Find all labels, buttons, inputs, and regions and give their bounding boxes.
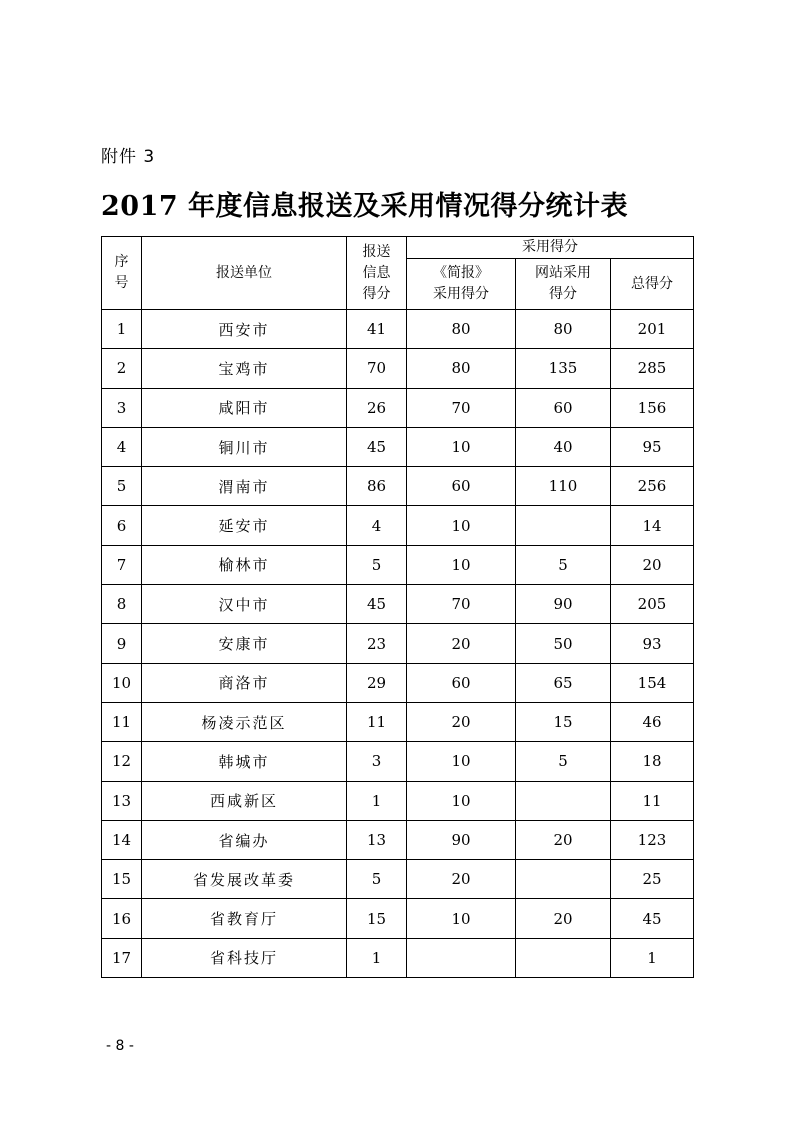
cell-bulletin-score: 20 bbox=[407, 702, 516, 741]
table-row bbox=[102, 349, 694, 388]
cell-total: 25 bbox=[611, 860, 694, 899]
table-row bbox=[102, 467, 694, 506]
cell-no: 1 bbox=[102, 310, 142, 349]
cell-bulletin-score: 80 bbox=[407, 349, 516, 388]
cell-no: 15 bbox=[102, 860, 142, 899]
cell-report-score: 5 bbox=[347, 545, 407, 584]
cell-website-score: 20 bbox=[516, 899, 611, 938]
table-row bbox=[102, 742, 694, 781]
cell-no: 17 bbox=[102, 938, 142, 977]
cell-no: 16 bbox=[102, 899, 142, 938]
cell-unit: 省发展改革委 bbox=[142, 860, 347, 899]
cell-total: 14 bbox=[611, 506, 694, 545]
cell-unit: 铜川市 bbox=[142, 427, 347, 466]
cell-bulletin-score: 10 bbox=[407, 545, 516, 584]
cell-unit: 安康市 bbox=[142, 624, 347, 663]
cell-total: 156 bbox=[611, 388, 694, 427]
table-row bbox=[102, 545, 694, 584]
cell-report-score: 45 bbox=[347, 427, 407, 466]
cell-bulletin-score: 70 bbox=[407, 388, 516, 427]
cell-website-score: 60 bbox=[516, 388, 611, 427]
cell-unit: 榆林市 bbox=[142, 545, 347, 584]
cell-report-score: 70 bbox=[347, 349, 407, 388]
cell-report-score: 26 bbox=[347, 388, 407, 427]
cell-report-score: 29 bbox=[347, 663, 407, 702]
cell-website-score: 135 bbox=[516, 349, 611, 388]
cell-total: 123 bbox=[611, 820, 694, 859]
cell-website-score: 80 bbox=[516, 310, 611, 349]
cell-unit: 西咸新区 bbox=[142, 781, 347, 820]
table-row bbox=[102, 427, 694, 466]
cell-unit: 杨凌示范区 bbox=[142, 702, 347, 741]
cell-bulletin-score: 10 bbox=[407, 427, 516, 466]
cell-no: 5 bbox=[102, 467, 142, 506]
cell-total: 205 bbox=[611, 585, 694, 624]
header-total: 总得分 bbox=[611, 259, 694, 310]
cell-bulletin-score: 80 bbox=[407, 310, 516, 349]
header-website-score: 网站采用 得分 bbox=[516, 259, 611, 310]
table-row bbox=[102, 702, 694, 741]
cell-total: 95 bbox=[611, 427, 694, 466]
cell-unit: 省教育厅 bbox=[142, 899, 347, 938]
document-title: 2017 年度信息报送及采用情况得分统计表 bbox=[101, 191, 629, 222]
page-number: - 8 - bbox=[106, 1038, 134, 1054]
table-row bbox=[102, 938, 694, 977]
cell-website-score: 65 bbox=[516, 663, 611, 702]
cell-total: 45 bbox=[611, 899, 694, 938]
cell-no: 7 bbox=[102, 545, 142, 584]
cell-unit: 省编办 bbox=[142, 820, 347, 859]
cell-website-score bbox=[516, 938, 611, 977]
cell-website-score bbox=[516, 506, 611, 545]
cell-bulletin-score: 10 bbox=[407, 899, 516, 938]
cell-unit: 省科技厅 bbox=[142, 938, 347, 977]
cell-total: 93 bbox=[611, 624, 694, 663]
cell-report-score: 5 bbox=[347, 860, 407, 899]
cell-website-score: 20 bbox=[516, 820, 611, 859]
cell-total: 20 bbox=[611, 545, 694, 584]
cell-website-score bbox=[516, 860, 611, 899]
cell-website-score: 110 bbox=[516, 467, 611, 506]
cell-website-score: 90 bbox=[516, 585, 611, 624]
cell-website-score: 15 bbox=[516, 702, 611, 741]
cell-unit: 咸阳市 bbox=[142, 388, 347, 427]
cell-website-score: 40 bbox=[516, 427, 611, 466]
cell-report-score: 11 bbox=[347, 702, 407, 741]
cell-no: 13 bbox=[102, 781, 142, 820]
table-row bbox=[102, 663, 694, 702]
cell-bulletin-score: 20 bbox=[407, 624, 516, 663]
table-row bbox=[102, 506, 694, 545]
cell-bulletin-score bbox=[407, 938, 516, 977]
table-row bbox=[102, 388, 694, 427]
cell-report-score: 23 bbox=[347, 624, 407, 663]
cell-total: 1 bbox=[611, 938, 694, 977]
cell-unit: 汉中市 bbox=[142, 585, 347, 624]
cell-report-score: 15 bbox=[347, 899, 407, 938]
cell-report-score: 13 bbox=[347, 820, 407, 859]
cell-unit: 商洛市 bbox=[142, 663, 347, 702]
cell-report-score: 45 bbox=[347, 585, 407, 624]
cell-bulletin-score: 70 bbox=[407, 585, 516, 624]
header-row-top bbox=[102, 237, 694, 259]
cell-website-score: 5 bbox=[516, 545, 611, 584]
cell-total: 201 bbox=[611, 310, 694, 349]
attachment-label: 附件 3 bbox=[101, 147, 156, 167]
cell-no: 6 bbox=[102, 506, 142, 545]
table-row bbox=[102, 624, 694, 663]
header-bulletin-score: 《简报》 采用得分 bbox=[407, 259, 516, 310]
cell-website-score bbox=[516, 781, 611, 820]
cell-total: 46 bbox=[611, 702, 694, 741]
table-row bbox=[102, 860, 694, 899]
cell-website-score: 5 bbox=[516, 742, 611, 781]
cell-bulletin-score: 60 bbox=[407, 663, 516, 702]
cell-total: 154 bbox=[611, 663, 694, 702]
table-row bbox=[102, 899, 694, 938]
table-row bbox=[102, 585, 694, 624]
cell-no: 3 bbox=[102, 388, 142, 427]
cell-total: 285 bbox=[611, 349, 694, 388]
cell-no: 8 bbox=[102, 585, 142, 624]
cell-unit: 宝鸡市 bbox=[142, 349, 347, 388]
cell-report-score: 1 bbox=[347, 938, 407, 977]
cell-bulletin-score: 10 bbox=[407, 742, 516, 781]
cell-report-score: 3 bbox=[347, 742, 407, 781]
cell-no: 4 bbox=[102, 427, 142, 466]
cell-bulletin-score: 10 bbox=[407, 781, 516, 820]
header-adoption-group: 采用得分 bbox=[407, 237, 694, 259]
cell-no: 2 bbox=[102, 349, 142, 388]
cell-unit: 韩城市 bbox=[142, 742, 347, 781]
header-report-score: 报送 信息 得分 bbox=[347, 237, 407, 310]
cell-total: 256 bbox=[611, 467, 694, 506]
cell-bulletin-score: 10 bbox=[407, 506, 516, 545]
cell-total: 18 bbox=[611, 742, 694, 781]
cell-no: 10 bbox=[102, 663, 142, 702]
cell-bulletin-score: 90 bbox=[407, 820, 516, 859]
score-table bbox=[101, 236, 694, 978]
header-unit: 报送单位 bbox=[142, 237, 347, 310]
cell-report-score: 1 bbox=[347, 781, 407, 820]
cell-report-score: 4 bbox=[347, 506, 407, 545]
cell-no: 11 bbox=[102, 702, 142, 741]
cell-unit: 西安市 bbox=[142, 310, 347, 349]
header-index: 序 号 bbox=[102, 237, 142, 310]
cell-unit: 延安市 bbox=[142, 506, 347, 545]
table-row bbox=[102, 310, 694, 349]
cell-website-score: 50 bbox=[516, 624, 611, 663]
cell-report-score: 86 bbox=[347, 467, 407, 506]
cell-no: 14 bbox=[102, 820, 142, 859]
cell-bulletin-score: 20 bbox=[407, 860, 516, 899]
cell-no: 9 bbox=[102, 624, 142, 663]
cell-report-score: 41 bbox=[347, 310, 407, 349]
cell-no: 12 bbox=[102, 742, 142, 781]
cell-total: 11 bbox=[611, 781, 694, 820]
table-row bbox=[102, 820, 694, 859]
table-body bbox=[102, 310, 694, 978]
table-row bbox=[102, 781, 694, 820]
cell-unit: 渭南市 bbox=[142, 467, 347, 506]
cell-bulletin-score: 60 bbox=[407, 467, 516, 506]
